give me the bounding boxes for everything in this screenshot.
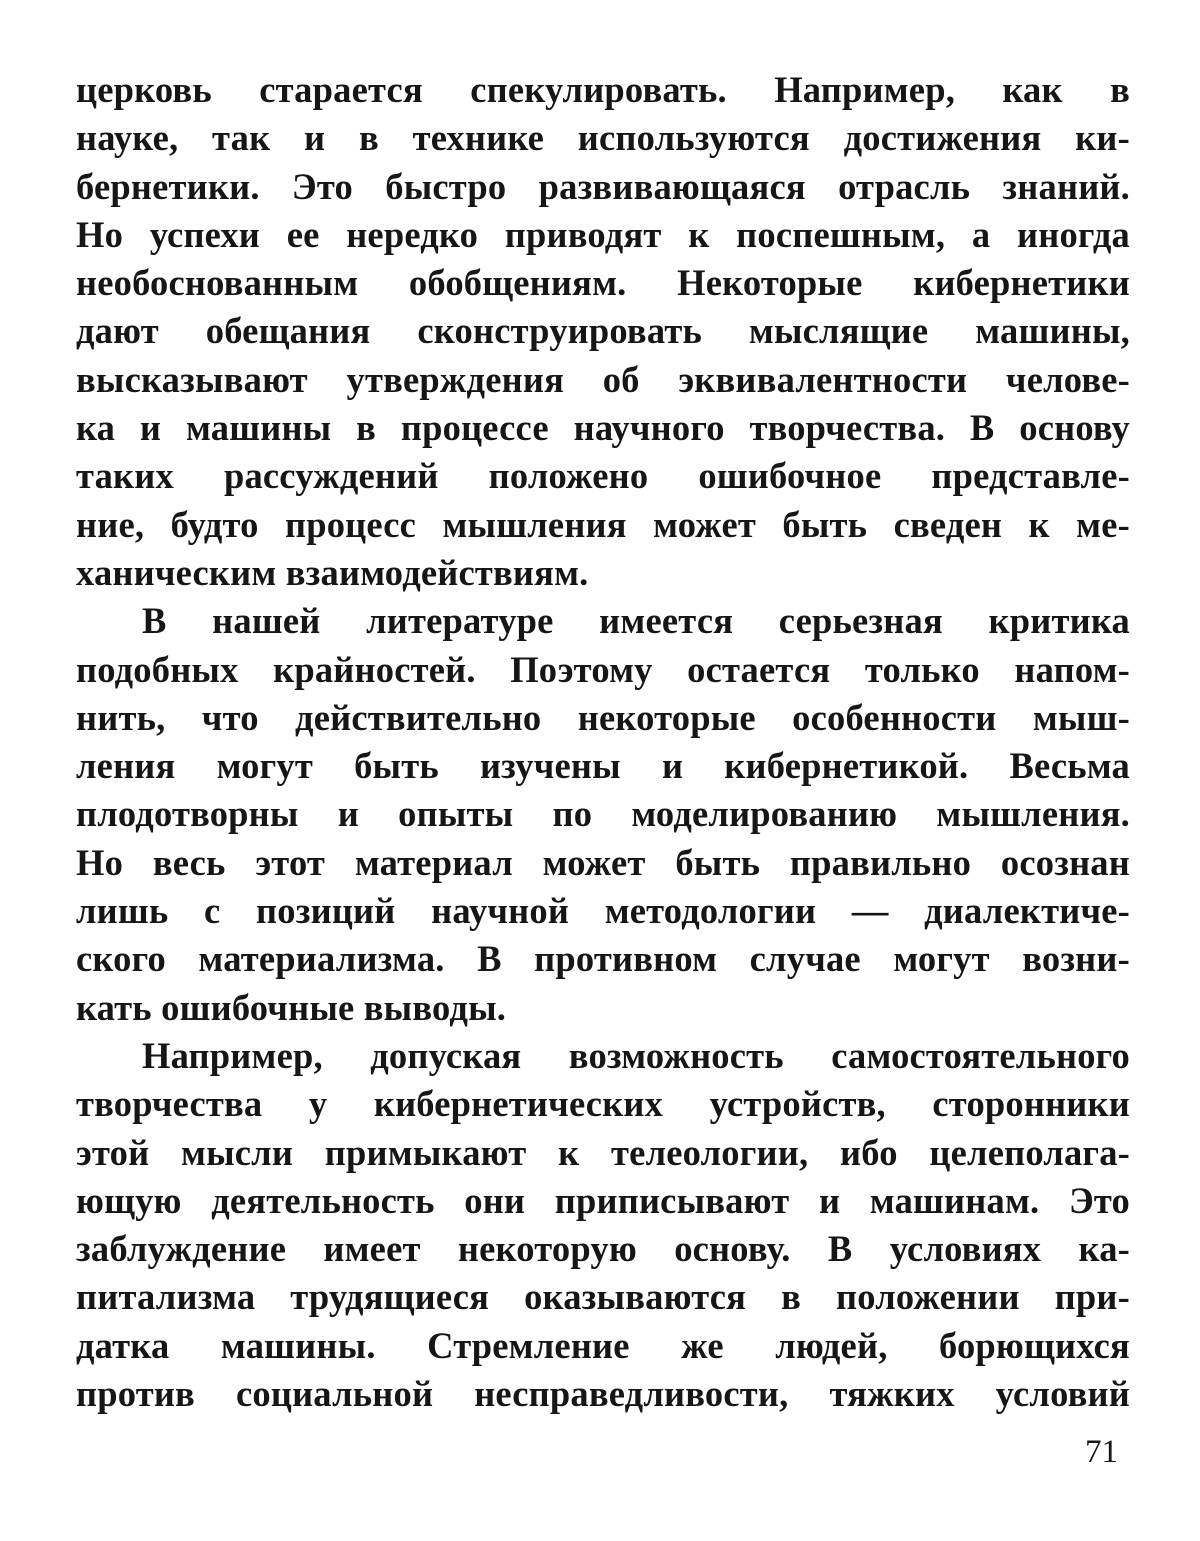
paragraph-2 xyxy=(76,597,1130,1032)
text-line: ского материализма. В противном случае могут возни- xyxy=(76,938,1130,980)
text-line: датка машины. Стремление же людей, борющихся xyxy=(76,1324,1130,1366)
text-line: питализма трудящиеся оказываются в положении при- xyxy=(76,1276,1130,1318)
paragraph-3 xyxy=(76,1032,1130,1418)
text-line: Например, допуская возможность самостоятельного xyxy=(142,1034,1130,1076)
text-line: Но весь этот материал может быть правильно осознан xyxy=(76,841,1130,883)
text-line: церковь старается спекулировать. Например, как в xyxy=(76,69,1130,110)
text-line: плодотворны и опыты по моделированию мышления. xyxy=(76,793,1130,835)
text-line: науке, так и в технике используются достижения ки- xyxy=(76,117,1130,159)
text-line: ющую деятельность они приписывают и машинам. Это xyxy=(76,1179,1130,1221)
text-line: против социальной несправедливости, тяжких условий xyxy=(76,1373,1130,1415)
text-line: высказывают утверждения об эквивалентности челове- xyxy=(76,358,1130,400)
text-line: лишь с позиций научной методологии — диалектиче- xyxy=(76,890,1130,932)
text-line: ления могут быть изучены и кибернетикой. Весьма xyxy=(76,745,1130,787)
text-line: бернетики. Это быстро развивающаяся отрасль знаний. xyxy=(76,165,1130,207)
text-line: нить, что действительно некоторые особенности мыш- xyxy=(76,696,1130,738)
paragraph-1 xyxy=(76,66,1130,597)
text-line: таких рассуждений положено ошибочное представле- xyxy=(76,455,1130,497)
body-text xyxy=(76,66,1130,1418)
text-line: В нашей литературе имеется серьезная критика xyxy=(142,600,1130,642)
text-line: этой мысли примыкают к телеологии, ибо целеполага- xyxy=(76,1131,1130,1173)
text-line: подобных крайностей. Поэтому остается только напом- xyxy=(76,648,1130,690)
text-line: ханическим взаимодействиям. xyxy=(76,551,589,593)
text-line: творчества у кибернетических устройств, сторонники xyxy=(76,1083,1130,1125)
text-line: заблуждение имеет некоторую основу. В условиях ка- xyxy=(76,1228,1130,1270)
text-line: дают обещания сконструировать мыслящие машины, xyxy=(76,310,1130,352)
page-number: 71 xyxy=(1085,1434,1118,1470)
text-line: Но успехи ее нередко приводят к поспешным, а иногда xyxy=(76,213,1130,255)
text-line: ние, будто процесс мышления может быть сведен к ме- xyxy=(76,503,1130,545)
text-line: кать ошибочные выводы. xyxy=(76,986,507,1028)
text-line: ка и машины в процессе научного творчества. В основу xyxy=(76,407,1130,449)
text-line: необоснованным обобщениям. Некоторые кибернетики xyxy=(76,262,1130,304)
